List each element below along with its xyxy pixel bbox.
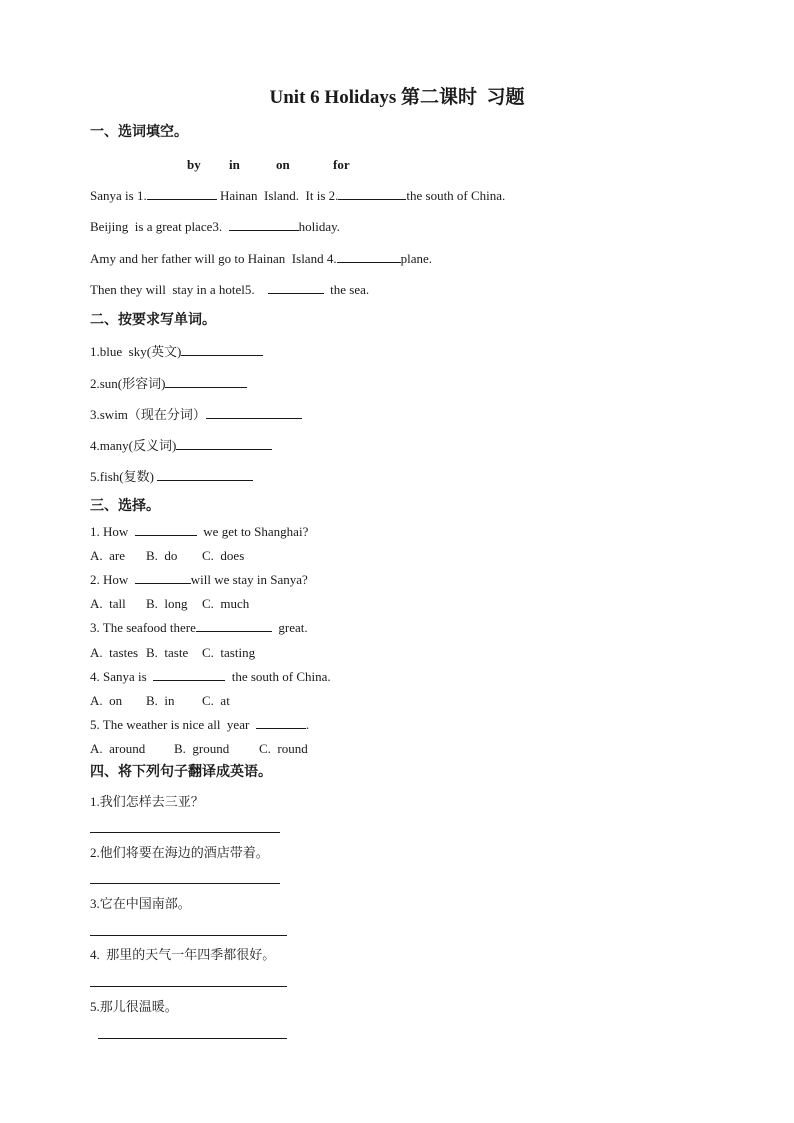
fill-blank-line: Beijing is a great place3. holiday. [90,219,341,234]
translation-item: 1.我们怎样去三亚？ [90,794,204,809]
answer-blank[interactable] [268,282,324,294]
word-item: 4.many(反义词) [90,438,272,454]
answer-blank[interactable] [135,572,191,584]
word-bank-item: for [333,157,350,172]
option[interactable]: B. long [146,596,188,611]
option[interactable]: B. ground [174,741,230,756]
answer-line[interactable] [90,935,287,936]
word-bank-item: on [276,157,290,172]
option[interactable]: A. tastes [90,645,139,660]
option[interactable]: B. do [146,548,178,563]
answer-line[interactable] [98,1038,287,1039]
answer-line[interactable] [90,832,280,833]
answer-line[interactable] [90,986,287,987]
question: 3. The seafood there great. [90,620,308,635]
section-4-heading: 四、将下列句子翻译成英语。 [90,765,272,780]
translation-item: 5.那儿很温暖。 [90,999,178,1014]
question: 1. How we get to Shanghai? [90,524,309,539]
option[interactable]: A. are [90,548,126,563]
word-item: 5.fish(复数) [90,469,253,485]
option[interactable]: C. much [202,596,250,611]
option[interactable]: B. taste [146,645,189,660]
answer-blank[interactable] [153,669,225,681]
answer-blank[interactable] [147,188,217,200]
option[interactable]: C. round [259,741,308,756]
answer-blank[interactable] [135,524,197,536]
option[interactable]: C. tasting [202,645,256,660]
translation-item: 2.他们将要在海边的酒店带着。 [90,845,269,860]
answer-blank[interactable] [256,717,306,729]
answer-blank[interactable] [165,376,247,388]
answer-blank[interactable] [229,219,299,231]
question: 5. The weather is nice all year . [90,717,310,732]
section-1-heading: 一、选词填空。 [90,125,188,140]
answer-blank[interactable] [181,344,263,356]
option[interactable]: C. does [202,548,245,563]
answer-blank[interactable] [337,251,401,263]
page-title: Unit 6 Holidays 第二课时 习题 [269,87,525,108]
word-bank-item: in [229,157,240,172]
answer-blank[interactable] [176,438,272,450]
translation-item: 4. 那里的天气一年四季都很好。 [90,947,276,962]
answer-blank[interactable] [157,469,253,481]
question: 2. How will we stay in Sanya? [90,572,308,587]
question: 4. Sanya is the south of China. [90,669,331,684]
word-item: 1.blue sky(英文) [90,344,263,360]
translation-item: 3.它在中国南部。 [90,896,191,911]
answer-blank[interactable] [338,188,406,200]
option[interactable]: A. around [90,741,146,756]
fill-blank-line: Amy and her father will go to Hainan Island 4. plane. [90,251,432,266]
word-item: 2.sun(形容词) [90,376,247,392]
word-bank-item: by [187,157,201,172]
answer-blank[interactable] [196,620,272,632]
section-2-heading: 二、按要求写单词。 [90,313,216,328]
option[interactable]: A. on [90,693,123,708]
fill-blank-line: Then they will stay in a hotel5. the sea. [90,282,370,297]
option[interactable]: C. at [202,693,230,708]
fill-blank-line: Sanya is 1. Hainan Island. It is 2. the south of China. [90,188,506,203]
option[interactable]: A. tall [90,596,126,611]
answer-line[interactable] [90,883,280,884]
section-3-heading: 三、选择。 [90,499,160,514]
word-item: 3.swim（现在分词） [90,407,302,423]
answer-blank[interactable] [206,407,302,419]
option[interactable]: B. in [146,693,175,708]
